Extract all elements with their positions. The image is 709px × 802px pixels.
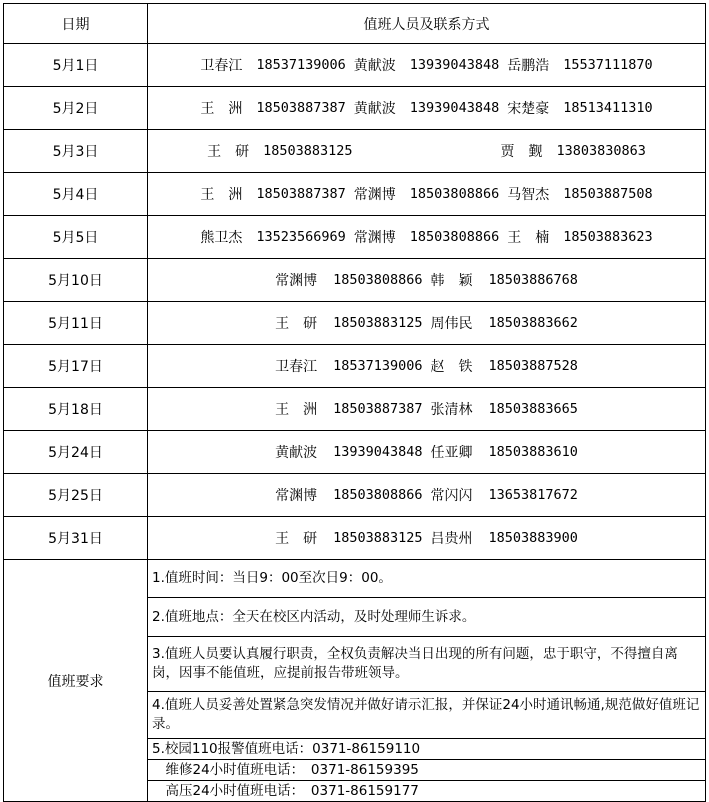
staff-phone: 13803830863 bbox=[556, 143, 646, 159]
staff-name: 常渊博 bbox=[353, 230, 396, 246]
staff-phone: 13939043848 bbox=[409, 100, 500, 116]
duty-staff bbox=[148, 302, 706, 345]
duty-row bbox=[4, 474, 706, 517]
duty-date: 5月10日 bbox=[4, 259, 148, 302]
duty-row bbox=[4, 216, 706, 259]
duty-row bbox=[4, 44, 706, 87]
requirement-item: 维修24小时值班电话： 0371-86159395 bbox=[148, 760, 706, 781]
staff-name: 周伟民 bbox=[430, 316, 473, 332]
header-row bbox=[4, 4, 706, 44]
staff-phone: 18537139006 bbox=[333, 358, 423, 374]
staff-name: 卫春江 bbox=[200, 58, 243, 74]
duty-row bbox=[4, 130, 706, 173]
staff-name: 王 洲 bbox=[200, 187, 243, 203]
staff-phone: 18503883900 bbox=[488, 530, 578, 546]
staff-phone: 13939043848 bbox=[409, 57, 500, 73]
header-date: 日期 bbox=[4, 4, 148, 44]
staff-entry bbox=[431, 356, 578, 376]
staff-name: 任亚卿 bbox=[430, 445, 473, 461]
staff-entry bbox=[354, 184, 499, 204]
staff-name: 张清林 bbox=[430, 402, 473, 418]
duty-date: 5月2日 bbox=[4, 87, 148, 130]
requirement-row bbox=[4, 560, 706, 598]
staff-phone: 18503808866 bbox=[409, 186, 500, 202]
staff-name: 赵 铁 bbox=[430, 359, 473, 375]
requirement-item: 1.值班时间：当日9：00至次日9：00。 bbox=[148, 560, 706, 598]
staff-entry bbox=[275, 313, 422, 333]
staff-entry bbox=[275, 356, 422, 376]
requirement-item: 2.值班地点：全天在校区内活动，及时处理师生诉求。 bbox=[148, 598, 706, 637]
staff-name: 常渊博 bbox=[275, 488, 318, 504]
staff-phone: 18503887528 bbox=[488, 358, 578, 374]
staff-entry bbox=[200, 227, 345, 247]
duty-date: 5月11日 bbox=[4, 302, 148, 345]
duty-row bbox=[4, 173, 706, 216]
staff-name: 马智杰 bbox=[507, 187, 550, 203]
staff-entry bbox=[275, 528, 422, 548]
duty-staff bbox=[148, 87, 706, 130]
duty-staff bbox=[148, 474, 706, 517]
staff-phone: 18503883662 bbox=[488, 315, 578, 331]
staff-entry bbox=[431, 313, 578, 333]
staff-entry bbox=[200, 55, 345, 75]
staff-entry bbox=[431, 485, 578, 505]
staff-phone: 18503808866 bbox=[333, 487, 423, 503]
staff-name: 常渊博 bbox=[275, 273, 318, 289]
staff-entry bbox=[275, 399, 422, 419]
staff-entry bbox=[507, 184, 652, 204]
staff-phone: 18503883665 bbox=[488, 401, 578, 417]
staff-phone: 18503883610 bbox=[488, 444, 578, 460]
staff-name: 贾 觐 bbox=[500, 144, 543, 160]
requirement-item: 3.值班人员要认真履行职责，全权负责解决当日出现的所有问题，忠于职守，不得擅自离岗，因事不能值班，应提前报告带班领导。 bbox=[148, 637, 706, 692]
staff-entry bbox=[275, 485, 422, 505]
duty-row bbox=[4, 431, 706, 474]
staff-phone: 18503883125 bbox=[263, 143, 353, 159]
staff-name: 卫春江 bbox=[275, 359, 318, 375]
staff-name: 常渊博 bbox=[353, 187, 396, 203]
staff-phone: 13523566969 bbox=[256, 229, 346, 245]
staff-entry bbox=[507, 55, 652, 75]
staff-name: 韩 颖 bbox=[430, 273, 473, 289]
duty-row bbox=[4, 345, 706, 388]
duty-date: 5月5日 bbox=[4, 216, 148, 259]
duty-date: 5月25日 bbox=[4, 474, 148, 517]
duty-date: 5月31日 bbox=[4, 517, 148, 560]
staff-entry bbox=[354, 55, 499, 75]
staff-entry bbox=[431, 399, 578, 419]
duty-staff bbox=[148, 216, 706, 259]
staff-entry bbox=[275, 442, 422, 462]
requirements-title: 值班要求 bbox=[4, 560, 148, 802]
duty-row bbox=[4, 517, 706, 560]
staff-name: 宋楚豪 bbox=[507, 101, 550, 117]
staff-entry bbox=[431, 270, 578, 290]
duty-row bbox=[4, 87, 706, 130]
staff-phone: 18503887387 bbox=[333, 401, 423, 417]
staff-name: 常闪闪 bbox=[430, 488, 473, 504]
duty-staff bbox=[148, 345, 706, 388]
duty-staff bbox=[148, 130, 706, 173]
staff-entry bbox=[354, 227, 499, 247]
staff-name: 王 研 bbox=[275, 316, 318, 332]
staff-phone: 18503883125 bbox=[333, 315, 423, 331]
duty-staff bbox=[148, 44, 706, 87]
duty-row bbox=[4, 302, 706, 345]
staff-entry bbox=[207, 141, 352, 161]
staff-name: 王 研 bbox=[275, 531, 318, 547]
requirement-item: 5.校园110报警值班电话：0371-86159110 bbox=[148, 739, 706, 760]
staff-phone: 18537139006 bbox=[256, 57, 346, 73]
staff-phone: 18503883623 bbox=[563, 229, 653, 245]
duty-staff bbox=[148, 431, 706, 474]
duty-schedule-table bbox=[3, 3, 706, 802]
staff-entry bbox=[507, 227, 652, 247]
staff-name: 黄献波 bbox=[353, 58, 396, 74]
staff-entry bbox=[501, 141, 646, 161]
staff-phone: 13653817672 bbox=[488, 487, 578, 503]
staff-phone: 18503808866 bbox=[409, 229, 500, 245]
staff-entry bbox=[507, 98, 652, 118]
staff-entry bbox=[275, 270, 422, 290]
staff-entry bbox=[200, 98, 345, 118]
staff-phone: 18513411310 bbox=[563, 100, 653, 116]
staff-phone: 15537111870 bbox=[563, 57, 653, 73]
staff-name: 黄献波 bbox=[353, 101, 396, 117]
duty-row bbox=[4, 388, 706, 431]
duty-staff bbox=[148, 259, 706, 302]
staff-name: 黄献波 bbox=[275, 445, 318, 461]
staff-phone: 18503887508 bbox=[563, 186, 653, 202]
header-staff: 值班人员及联系方式 bbox=[148, 4, 706, 44]
staff-entry bbox=[431, 442, 578, 462]
staff-phone: 18503883125 bbox=[333, 530, 423, 546]
duty-date: 5月24日 bbox=[4, 431, 148, 474]
staff-name: 岳鹏浩 bbox=[507, 58, 550, 74]
duty-staff bbox=[148, 388, 706, 431]
staff-phone: 18503887387 bbox=[256, 186, 346, 202]
staff-phone: 18503887387 bbox=[256, 100, 346, 116]
staff-phone: 18503886768 bbox=[488, 272, 578, 288]
duty-row bbox=[4, 259, 706, 302]
requirement-item: 4.值班人员妥善处置紧急突发情况并做好请示汇报，并保证24小时通讯畅通,规范做好值班记录。 bbox=[148, 692, 706, 739]
staff-name: 王 楠 bbox=[507, 230, 550, 246]
staff-phone: 13939043848 bbox=[333, 444, 423, 460]
duty-date: 5月3日 bbox=[4, 130, 148, 173]
duty-date: 5月1日 bbox=[4, 44, 148, 87]
staff-entry bbox=[200, 184, 345, 204]
requirement-item: 高压24小时值班电话： 0371-86159177 bbox=[148, 781, 706, 802]
staff-name: 王 洲 bbox=[200, 101, 243, 117]
staff-entry bbox=[354, 98, 499, 118]
duty-staff bbox=[148, 517, 706, 560]
duty-date: 5月17日 bbox=[4, 345, 148, 388]
staff-phone: 18503808866 bbox=[333, 272, 423, 288]
duty-date: 5月18日 bbox=[4, 388, 148, 431]
staff-name: 吕贵州 bbox=[430, 531, 473, 547]
duty-staff bbox=[148, 173, 706, 216]
staff-name: 熊卫杰 bbox=[200, 230, 243, 246]
staff-name: 王 洲 bbox=[275, 402, 318, 418]
staff-name: 王 研 bbox=[207, 144, 250, 160]
staff-entry bbox=[431, 528, 578, 548]
duty-date: 5月4日 bbox=[4, 173, 148, 216]
